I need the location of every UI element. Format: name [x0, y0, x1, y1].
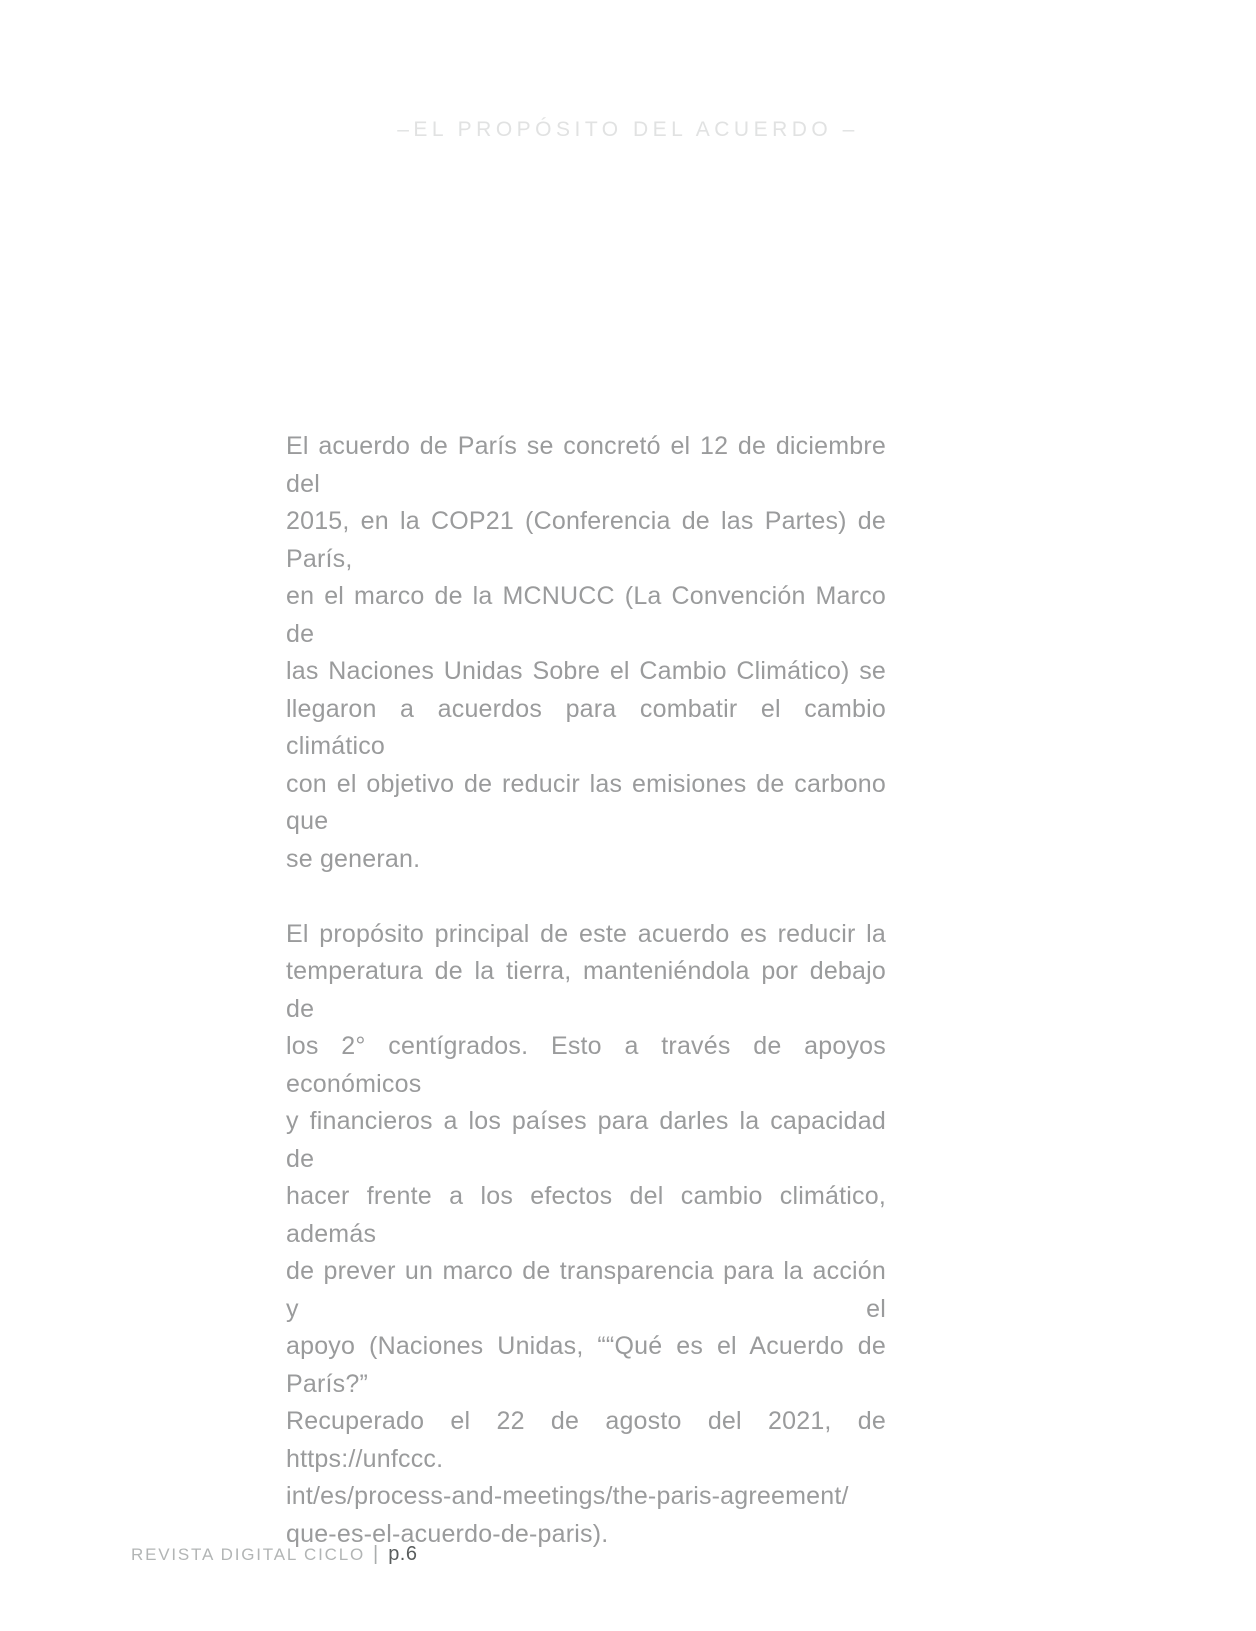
text-line: int/es/process-and-meetings/the-paris-agreement/: [286, 1482, 849, 1510]
text-line: se generan.: [286, 844, 421, 873]
text-line: Recuperado el 22 de agosto del 2021, de https://unfccc.: [286, 1407, 886, 1473]
body-text: [286, 428, 886, 1553]
paragraph-2: [286, 916, 886, 1554]
text-line: hacer frente a los efectos del cambio climático, además: [286, 1182, 886, 1248]
text-line: temperatura de la tierra, manteniéndola por debajo de: [286, 957, 886, 1023]
text-line: de prever un marco de transparencia para la acción y el: [286, 1257, 886, 1323]
text-line: El acuerdo de París se concretó el 12 de diciembre del: [286, 432, 886, 498]
text-line: El propósito principal de este acuerdo es reducir la: [286, 919, 886, 948]
publication-name: REVISTA DIGITAL CICLO: [131, 1545, 365, 1564]
section-title: –EL PROPÓSITO DEL ACUERDO –: [397, 118, 859, 141]
text-line: y financieros a los países para darles la capacidad de: [286, 1107, 886, 1173]
page-number: p.6: [388, 1543, 418, 1565]
text-line: los 2° centígrados. Esto a través de apoyos económicos: [286, 1032, 886, 1098]
text-line: 2015, en la COP21 (Conferencia de las Partes) de París,: [286, 507, 886, 573]
paragraph-1: [286, 428, 886, 878]
text-line: llegaron a acuerdos para combatir el cambio climático: [286, 694, 886, 760]
text-line: las Naciones Unidas Sobre el Cambio Climático) se: [286, 657, 886, 685]
text-line: que-es-el-acuerdo-de-paris).: [286, 1519, 609, 1548]
text-line: con el objetivo de reducir las emisiones de carbono que: [286, 769, 886, 835]
footer-separator: |: [372, 1543, 379, 1565]
text-line: apoyo (Naciones Unidas, ““Qué es el Acuerdo de París?”: [286, 1332, 886, 1398]
page-footer: [131, 1543, 418, 1566]
text-line: en el marco de la MCNUCC (La Convención Marco de: [286, 582, 886, 648]
